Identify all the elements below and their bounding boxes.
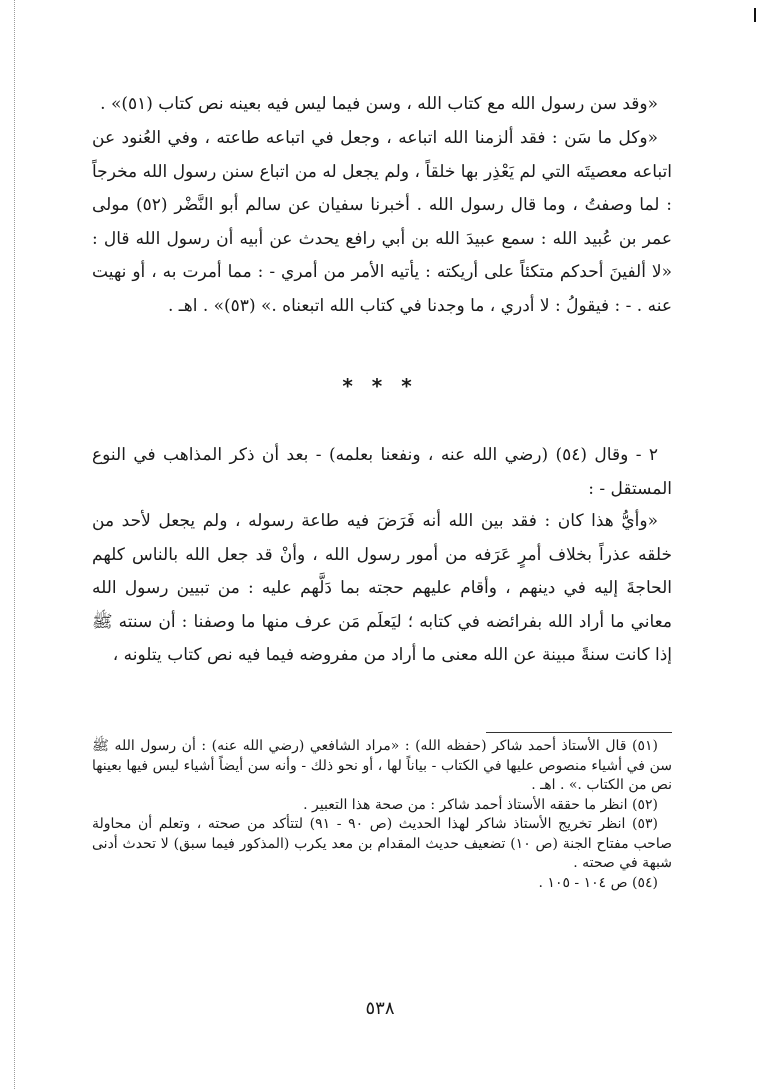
scan-edge-mark <box>754 8 756 22</box>
section-2-heading: ٢ - وقال (٥٤) (رضي الله عنه ، ونفعنا بعلمه) - بعد أن ذكر المذاهب في النوع المستقل - : <box>92 445 672 499</box>
page-number: ٥٣٨ <box>365 998 395 1019</box>
footnote-divider <box>486 732 672 733</box>
footnote-54: (٥٤) ص ١٠٤ - ١٠٥ . <box>538 874 658 891</box>
paragraph-quote-1: «وقد سن رسول الله مع كتاب الله ، وسن فيما ليس فيه بعينه نص كتاب (٥١)» . <box>100 94 658 114</box>
footnote-52: (٥٢) انظر ما حققه الأستاذ أحمد شاكر : من صحة هذا التعبير . <box>303 796 658 813</box>
footnote-53: (٥٣) انظر تخريج الأستاذ شاكر لهذا الحديث (ص ٩٠ - ٩١) لتتأكد من صحته ، وتعلم أن محاولة صاحب مفتاح الجنة (ص ١٠) تضعيف حديث المقدام بن معد يكرب (المذكور فيما سبق) لا تحدث أدنى شبهة في صحته . <box>92 816 672 871</box>
binding-gutter-line <box>14 0 15 1089</box>
footnote-51: (٥١) قال الأستاذ أحمد شاكر (حفظه الله) : «مراد الشافعي (رضي الله عنه) : أن رسول الله ﷺ سن في أشياء منصوص عليها في الكتاب - بياناً لها ، أو نحو ذلك - وأنه سن أيضاً أشياء ليس فيها بعينها نص من الكتاب .» . اهـ . <box>92 738 672 793</box>
section-2-body: «وأيُّ هذا كان : فقد بين الله أنه فَرَضَ فيه طاعة رسوله ، ولم يجعل لأحد من خلقه عذراً بخلاف أمرٍ عَرَفه من أمور رسول الله ، وأنْ قد جعل الله بالناس كلهم الحاجةَ إليه في دينهم ، وأقام عليهم حجته بما دَلَّهم عليه : من تبيين رسول الله معاني ما أراد الله بفرائضه في كتابه ؛ ليَعلَم مَن عرف منها ما وصفنا : أن سنته ﷺ إذا كانت سنةً مبينة عن الله معنى ما أراد من مفروضه فيما فيه نص كتاب يتلونه ، <box>92 511 672 665</box>
section-separator: * * * <box>342 374 418 398</box>
footnotes <box>92 737 672 893</box>
paragraph-quote-2: «وكل ما سَن : فقد ألزمنا الله اتباعه ، وجعل في اتباعه طاعته ، وفي العُنود عن اتباعه معصيتَه التي لم يَعْذِر بها خلقاً ، ولم يجعل له من اتباع سنن رسول الله مخرجاً : لما وصفتُ ، وما قال رسول الله . أخبرنا سفيان عن سالم أبو النَّضْر (٥٢) مولى عمر بن عُبيد الله : سمع عبيدَ الله بن أبي رافع يحدث عن أبيه أن رسول الله قال : «لا ألفينَ أحدكم متكئاً على أريكته : يأتيه الأمر من أمري - : مما أمرت به ، أو نهيت عنه . - : فيقولُ : لا أدري ، ما وجدنا في كتاب الله اتبعناه .» (٥٣)» . اهـ . <box>92 128 672 316</box>
